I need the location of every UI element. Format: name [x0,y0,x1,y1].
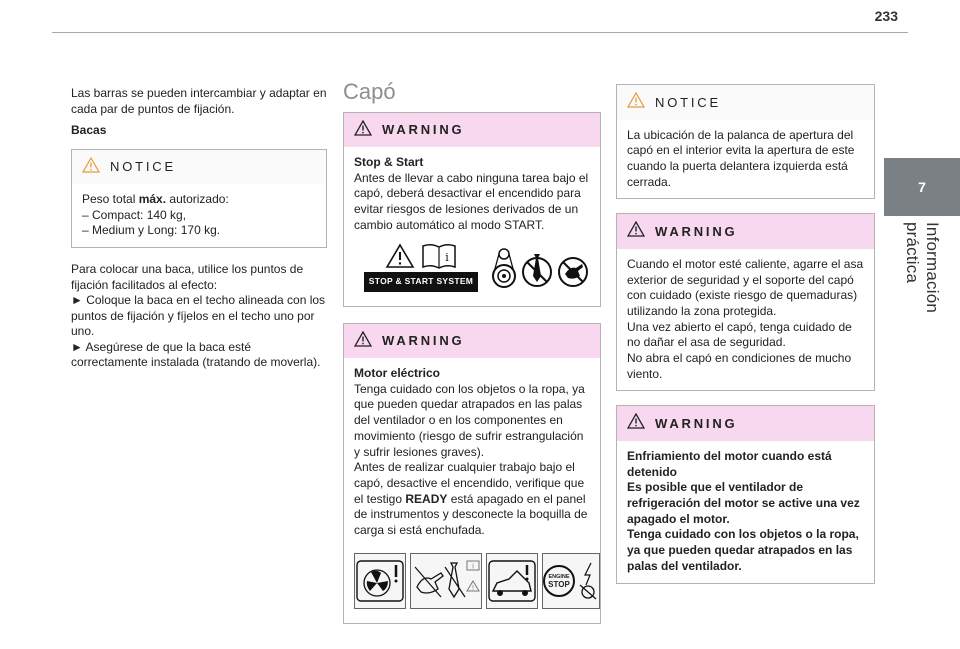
electric-motor-heading: Motor eléctrico [354,366,441,381]
roof-rack-instructions: Para colocar una baca, utilice los puntos de fijación facilitados al efecto: [71,262,304,292]
warning-box-electric-motor [343,323,601,624]
hand-tie-hazard-icon [410,553,482,609]
warning-label: WARNING [655,415,738,431]
svg-text:i: i [472,563,474,571]
warning-label: WARNING [382,333,465,349]
weight-text-post: autorizado: [166,192,229,206]
electric-motor-text-2-pre: Antes de realizar cualquier trabajo bajo el capó, desactive el encendido, verifique que el testigo [354,460,585,506]
page-number: 233 [874,8,898,24]
column-3 [616,84,875,598]
electric-motor-text-1: Tenga cuidado con los objetos o la ropa, ya que pueden quedar atrapados en las palas del ventilador o en los componentes en movimiento (riesgo de sufrir estrangulación y sufrir lesiones graves). [354,381,585,459]
stop-start-system-badge: STOP & START SYSTEM [364,272,478,292]
warning-label: WARNING [382,122,465,137]
column-2 [343,79,601,638]
svg-text:i: i [445,251,449,265]
hot-engine-text-2: Una vez abierto el capó, tenga cuidado de no dañar el asa de seguridad. [627,319,852,350]
notice-label: NOTICE [655,94,721,110]
notice-box-weight [71,149,327,249]
charging-plug-icon [577,561,599,601]
stop-start-pictogram-strip [354,242,590,294]
warning-label: WARNING [655,223,738,239]
header-rule [52,32,908,33]
open-hood-hazard-icon [486,553,538,609]
svg-text:!: ! [472,584,474,592]
chapter-tab[interactable]: 7 [884,158,960,216]
engine-stop-line-1: ENGINE [548,573,570,580]
warning-triangle-icon [627,221,645,242]
notice-box-bonnet-lever [616,84,875,199]
engine-cooling-text-2: Tenga cuidado con los objetos o la ropa, ya que pueden quedar atrapados en las palas del ventilador. [627,527,859,573]
stop-start-heading: Stop & Start [354,155,424,169]
belt-pulley-icon [490,246,518,290]
warning-box-stop-start [343,112,601,307]
engine-cooling-heading: Enfriamiento del motor cuando está detenido [627,448,832,479]
engine-stop-line-2: STOP [548,579,570,589]
engine-stop-icon [542,553,600,609]
weight-text-bold: máx. [138,192,167,206]
danger-triangle-icon [385,243,415,269]
engine-cooling-text-1: Es posible que el ventilador de refrigeración del motor se active una vez apagado el motor. [627,480,860,526]
roof-bars-intro: Las barras se pueden intercambiar y adaptar en cada par de puntos de fijación. [71,86,327,116]
notice-label: NOTICE [110,159,176,174]
chapter-title: Información práctica [903,222,942,314]
warning-box-hot-engine [616,213,875,391]
warning-box-engine-cooling [616,405,875,583]
ready-indicator-text: READY [405,491,448,506]
hot-engine-text-3: No abra el capó en condiciones de mucho viento. [627,351,852,381]
fan-hazard-icon [354,553,406,609]
chapter-title-tab [884,222,960,372]
stop-start-text: Antes de llevar a cabo ninguna tarea bajo el capó, deberá desactivar el encendido para evitar riesgos de lesiones derivados de un cambio automático al modo START. [354,170,589,232]
caution-triangle-icon [627,92,645,113]
warning-triangle-icon [627,413,645,434]
caution-triangle-icon [82,157,100,178]
no-hand-fan-icon [556,246,590,290]
electric-motor-pictogram-strip [354,553,590,609]
no-tie-icon [520,246,554,290]
column-1 [71,86,327,377]
electric-motor-text-2-post: está apagado en el panel de instrumentos y desconecte la boquilla de carga si está enchufada. [354,491,588,538]
section-title-bonnet: Capó [343,79,396,104]
weight-text-pre: Peso total [82,192,139,206]
weight-compact: – Compact: 140 kg, [82,207,187,222]
warning-triangle-icon [354,331,372,352]
roof-rack-step-2: ► Asegúrese de que la baca esté correctamente instalada (tratando de moverla). [71,339,321,370]
bonnet-lever-text: La ubicación de la palanca de apertura del capó en el interior evita la apertura de este cuando la puerta delantera izquierda está cerrada. [627,127,855,189]
weight-medium-long: – Medium y Long: 170 kg. [82,223,221,238]
roof-rack-step-1: ► Coloque la baca en el techo alineada con los puntos de fijación y fíjelos en el techo uno por uno. [71,293,326,339]
hot-engine-text-1: Cuando el motor esté caliente, agarre el asa exterior de seguridad y el soporte del capó con cuidado (existe riesgo de quemaduras) utilizando la zona protegida. [627,256,864,318]
warning-triangle-icon [354,120,372,141]
manual-book-icon [421,243,457,269]
roof-rack-heading: Bacas [71,123,107,137]
